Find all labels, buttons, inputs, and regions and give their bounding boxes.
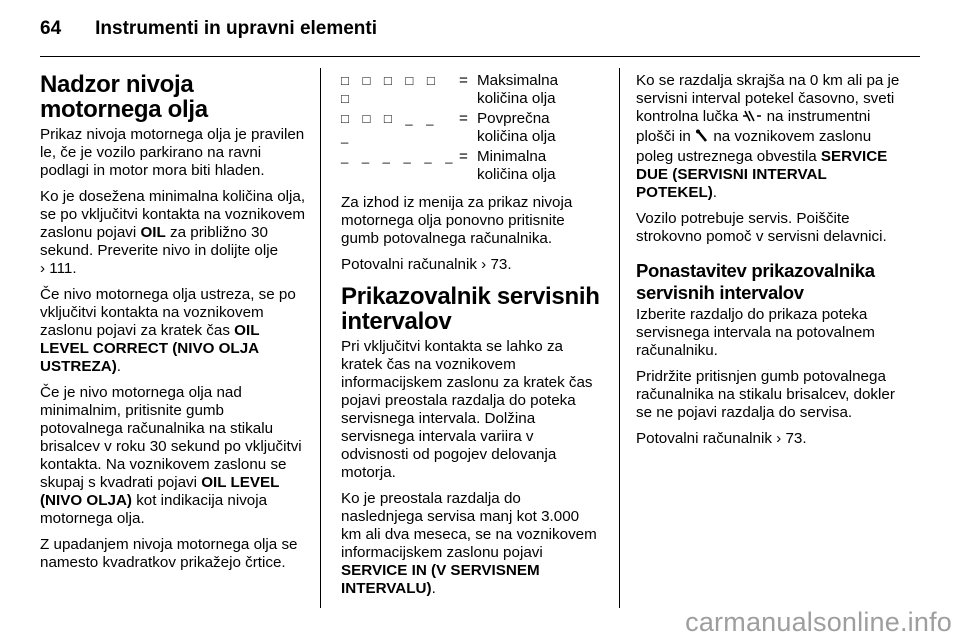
- page-header-title: Instrumenti in upravni elementi: [95, 18, 378, 39]
- page-header: [40, 18, 377, 50]
- display-message-oil: OIL: [140, 224, 166, 241]
- equals-sign: =: [459, 72, 468, 89]
- section-heading-oil-level: Nadzor nivoja motornega olja: [40, 71, 208, 123]
- display-message-oil-level: OIL LEVEL (NIVO OLJA): [40, 474, 280, 509]
- oil-level-symbols: □ □ □ □ □ □: [341, 73, 440, 106]
- paragraph: Če nivo motornega olja ustreza, se po vključitvi kontakta na voznikovem zaslonu pojavi za kratek čas OIL LEVEL CORRECT (NIVO OLJA USTREZA).: [40, 286, 296, 375]
- paragraph: Ko je dosežena minimalna količina olja, se po vključitvi kontakta na voznikovem zaslonu pojavi OIL za približno 30 sekund. Preverite nivo in dolijte olje › 111.: [40, 188, 306, 277]
- display-message-oil-level-correct: OIL LEVEL CORRECT (NIVO OLJA USTREZA): [40, 322, 260, 375]
- paragraph: Potovalni računalnik › 73.: [636, 430, 807, 447]
- column-divider: [320, 68, 321, 608]
- equals-sign: =: [459, 148, 468, 165]
- column-divider: [619, 68, 620, 608]
- paragraph: Če je nivo motornega olja nad minimalnim, pritisnite gumb potovalnega računalnika na stikalu brisalcev v roku 30 sekund po vključitvi kontakta. Na voznikovem zaslonu se skupaj s kvadrati pojavi OIL LEVEL (NIVO OLJA) kot indikacija nivoja motornega olja.: [40, 384, 302, 527]
- display-message-service-in: SERVICE IN (V SERVISNEM INTERVALU): [341, 562, 540, 597]
- watermark: carmanualsonline.info: [685, 607, 952, 637]
- paragraph: Potovalni računalnik › 73.: [341, 256, 512, 273]
- paragraph: Vozilo potrebuje servis. Poiščite strokovno pomoč v servisni delavnici.: [636, 210, 887, 245]
- paragraph: Za izhod iz menija za prikaz nivoja motornega olja ponovno pritisnite gumb potovalnega računalnika.: [341, 194, 573, 247]
- display-message-service-due: SERVICE DUE (SERVISNI INTERVAL POTEKEL): [636, 148, 888, 201]
- service-control-lamp-icon: [742, 109, 762, 128]
- oil-level-symbols: _ _ _ _ _ _: [341, 149, 458, 164]
- oil-level-description: Povprečna količina olja: [477, 110, 556, 145]
- column-3: [636, 72, 904, 456]
- page-reference-arrow-icon: ›: [776, 430, 782, 447]
- section-heading-reset: Ponastavitev prikazovalnika servisnih intervalov: [636, 260, 875, 303]
- paragraph: Ko je preostala razdalja do naslednjega servisa manj kot 3.000 km ali dva meseca, se na voznikovem informacijskem zaslonu pojavi SERVICE IN (V SERVISNEM INTERVALU).: [341, 490, 597, 597]
- paragraph: Prikaz nivoja motornega olja je pravilen le, če je vozilo parkirano na ravni podlagi in motor mora biti hladen.: [40, 126, 305, 179]
- page-reference-arrow-icon: ›: [40, 260, 46, 277]
- paragraph: Ko se razdalja skrajša na 0 km ali pa je servisni interval potekel časovno, sveti kontrolna lučka na instrumentni plošči in na voznikovem zaslonu poleg ustreznega obvestila SERVICE DUE (SERVISNI INTERVAL POTEKEL).: [636, 72, 900, 201]
- paragraph: Pri vključitvi kontakta se lahko za kratek čas na voznikovem informacijskem zaslonu za kratek čas pojavi preostala razdalja do poteka servisnega intervala. Dolžina servisnega intervala variira v odvisnosti od pogojev delovanja motorja.: [341, 338, 593, 481]
- header-rule: [40, 56, 920, 57]
- section-heading-service-interval: Prikazovalnik servisnih intervalov: [341, 283, 600, 335]
- page-reference[interactable]: 73.: [785, 430, 807, 447]
- paragraph: Izberite razdaljo do prikaza poteka servisnega intervala na potovalnem računalniku.: [636, 306, 875, 359]
- oil-level-row: [341, 110, 603, 146]
- oil-level-description: Maksimalna količina olja: [477, 72, 559, 107]
- page-reference-arrow-icon: ›: [481, 256, 487, 273]
- column-2: [341, 72, 603, 606]
- oil-level-table: [341, 72, 603, 184]
- equals-sign: =: [459, 110, 468, 127]
- paragraph: Z upadanjem nivoja motornega olja se namesto kvadratkov prikažejo črtice.: [40, 536, 298, 571]
- oil-level-row: [341, 148, 603, 184]
- page-reference[interactable]: 111.: [49, 260, 77, 277]
- paragraph: Pridržite pritisnjen gumb potovalnega računalnika na stikalu brisalcev, dokler se ne pojavi razdalja do servisa.: [636, 368, 895, 421]
- oil-level-row: [341, 72, 603, 108]
- oil-level-description: Minimalna količina olja: [477, 148, 556, 183]
- oil-level-symbols: □ □ □ _ _ _: [341, 111, 439, 144]
- page-number: 64: [40, 18, 62, 39]
- wrench-icon: [695, 129, 709, 148]
- column-1: [40, 72, 310, 580]
- page-reference[interactable]: 73.: [490, 256, 512, 273]
